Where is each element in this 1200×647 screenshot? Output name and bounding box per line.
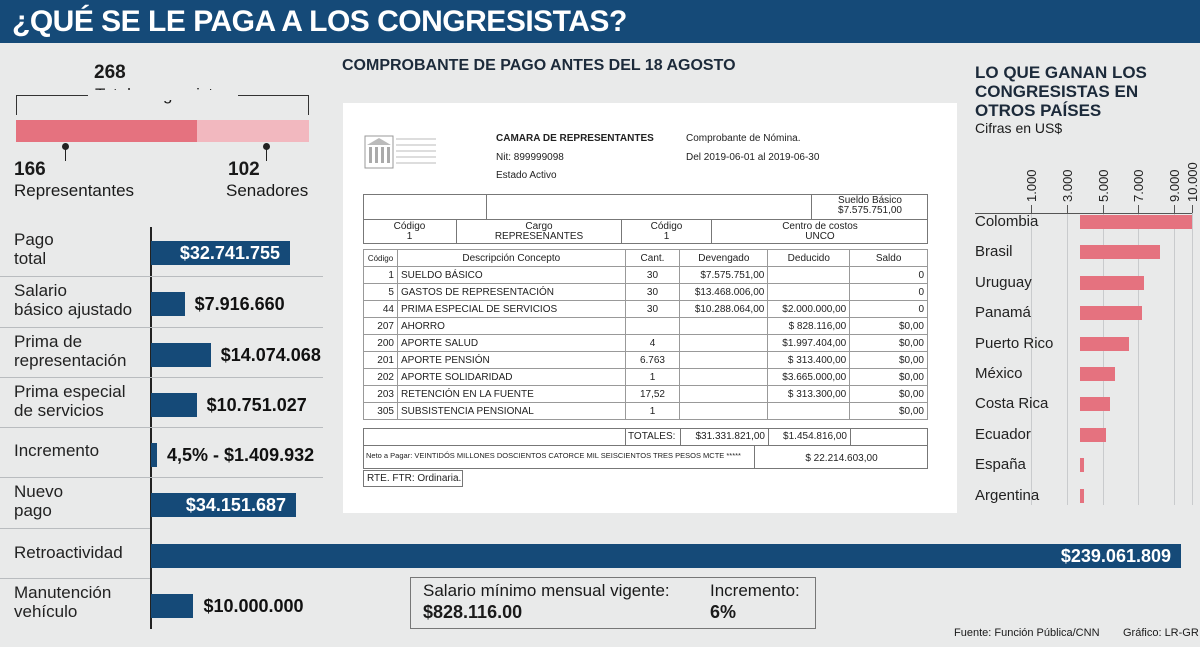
pay-value-label: $32.741.755 [179,242,280,263]
country-bar [1080,397,1110,411]
receipt-cell: 30 [625,267,680,284]
country-tick [1067,205,1068,213]
pay-row-label: Incremento [14,441,100,460]
country-label: España [975,456,1026,474]
country-bar [1080,458,1084,472]
country-tick-label: 7.000 [1131,169,1147,202]
receipt-cell: APORTE SOLIDARIDAD [397,369,625,386]
sen-number: 102 [228,159,260,180]
total-bracket-gap [88,90,238,100]
pay-value-label: $34.151.687 [185,494,286,515]
country-label: Costa Rica [975,395,1049,413]
receipt-cell: APORTE PENSIÓN [397,352,625,369]
receipt-cell: $13.468.006,00 [680,284,768,301]
country-bar [1080,215,1192,229]
pay-bar [151,443,157,467]
country-bar [1080,428,1106,442]
receipt-cell: 1 [625,369,680,386]
totals-cell-border4 [850,428,851,445]
totales-label: TOTALES: [628,431,676,442]
receipt-cell: $2.000.000,00 [768,301,850,318]
country-bar [1080,245,1160,259]
centro-value: UNCO [805,231,835,242]
page-title: ¿QUÉ SE LE PAGA A LOS CONGRESISTAS? [0,0,1200,43]
sueldo-basico-label: Sueldo Básico [838,195,902,206]
receipt-cell: $0,00 [850,318,928,335]
sen-label: Senadores [226,181,309,200]
info-divider-v1 [486,194,487,220]
receipt-table-row [364,301,928,318]
receipt-cell: $0,00 [850,386,928,403]
pay-row-label: Prima de representación [14,331,127,370]
country-bar [1080,276,1144,290]
pay-value-label: 4,5% - $1.409.932 [167,444,315,465]
congress-logo [364,133,438,171]
receipt-cell: 0 [850,267,928,284]
source-note: Fuente: Función Pública/CNN [954,627,1100,639]
receipt-cell: $0,00 [850,352,928,369]
receipt-cell: SUBSISTENCIA PENSIONAL [397,403,625,420]
pay-value-label: $7.916.660 [194,293,285,314]
receipt-col-header: Deducido [768,250,850,267]
pay-bar [151,393,197,417]
receipt-cell: RETENCIÓN EN LA FUENTE [397,386,625,403]
pay-row-label: Manutención vehículo [14,582,112,621]
pay-bar [151,544,1181,568]
receipt-table-row [364,318,928,335]
codigo2-value: 1 [663,231,670,242]
receipt-cell [680,335,768,352]
country-label: Uruguay [975,273,1032,291]
sueldo-basico-value: $7.575.751,00 [838,205,902,216]
pay-value-label: $10.751.027 [206,394,307,415]
info-divider-v2 [811,194,812,220]
senadores-segment [197,120,309,142]
receipt-comprobante: Comprobante de Nómina. [686,133,801,144]
receipt-heading: COMPROBANTE DE PAGO ANTES DEL 18 AGOSTO [342,57,736,74]
receipt-table [363,249,928,420]
totals-cell-border [625,428,626,445]
country-gridline [1067,213,1068,505]
representantes-segment [16,120,197,142]
pay-axis [150,227,152,629]
country-label: Colombia [975,213,1039,230]
country-tick-label: 9.000 [1167,169,1183,202]
pay-bar [151,343,211,367]
increment-value: 6% [710,602,737,622]
country-bar [1080,337,1129,351]
countries-chart-title: LO QUE GANAN LOS CONGRESISTAS EN OTROS PAÍSES [975,63,1147,120]
receipt-cell: 201 [364,352,398,369]
receipt-cell: $ 828.116,00 [768,318,850,335]
receipt-col-header: Saldo [850,250,928,267]
country-tick [1031,205,1032,213]
receipt-estado: Estado Activo [496,170,557,181]
country-tick [1192,205,1193,213]
credit-note: Gráfico: LR-GR [1123,627,1199,639]
country-bar [1080,489,1084,503]
pay-row-separator [0,477,323,478]
receipt-cell: 30 [625,284,680,301]
receipt-col-header: Devengado [680,250,768,267]
receipt-cell: SUELDO BÁSICO [397,267,625,284]
receipt-cell: 44 [364,301,398,318]
country-gridline [1192,213,1193,505]
receipt-cell [625,318,680,335]
country-label: Puerto Rico [975,334,1054,352]
reps-number: 166 [14,159,46,180]
receipt-table-row [364,386,928,403]
codigo-value: 1 [406,231,413,242]
pay-row-label: Nuevo pago [14,481,64,520]
country-tick-label: 10.000 [1185,162,1200,202]
receipt-cell: 0 [850,284,928,301]
receipt-cell: 305 [364,403,398,420]
receipt-cell: $0,00 [850,335,928,352]
country-label: México [975,365,1023,382]
receipt-cell: 207 [364,318,398,335]
totales-devengado: $31.331.821,00 [695,431,765,442]
receipt-cell: 1 [625,403,680,420]
country-gridline [1031,213,1032,505]
sen-marker-line [266,147,267,161]
neto-value: $ 22.214.603,00 [805,453,878,464]
pay-receipt [343,103,957,513]
receipt-cell: 5 [364,284,398,301]
receipt-cell: 202 [364,369,398,386]
receipt-cell: 30 [625,301,680,318]
pay-bar [151,292,185,316]
pay-row-label: Retroactividad [14,542,123,562]
pay-row-separator [0,276,323,277]
countries-chart-subtitle: Cifras en US$ [975,120,1063,136]
pay-value-label: $239.061.809 [1060,546,1171,566]
pay-bar [151,594,193,618]
pay-row-separator [0,327,323,328]
receipt-cell: $0,00 [850,369,928,386]
codigo-label: Código [393,221,426,232]
country-label: Panamá [975,304,1031,322]
receipt-cell: $3.665.000,00 [768,369,850,386]
rte-label: RTE. FTR: Ordinaria. [367,473,462,484]
pay-row-separator [0,578,150,579]
congress-split-bar [16,120,309,142]
receipt-col-header: Descripción Concepto [397,250,625,267]
receipt-cell: GASTOS DE REPRESENTACIÓN [397,284,625,301]
receipt-cell: $10.288.064,00 [680,301,768,318]
min-wage-label: Salario mínimo mensual vigente: [423,581,670,600]
receipt-cell: 6.763 [625,352,680,369]
receipt-table-row [364,335,928,352]
receipt-cell [680,318,768,335]
pay-row-separator [0,377,323,378]
receipt-cell [768,284,850,301]
country-bar [1080,367,1115,381]
receipt-cell: $7.575.751,00 [680,267,768,284]
totales-deducido: $1.454.816,00 [783,431,847,442]
cargo-value: REPRESENANTES [494,231,584,242]
receipt-table-row [364,352,928,369]
pay-row-separator [0,427,323,428]
country-tick [1174,205,1175,213]
pay-value-label: $10.000.000 [203,595,304,616]
totals-divider [363,445,928,446]
receipt-cell: 0 [850,301,928,318]
receipt-cell: $ 313.400,00 [768,352,850,369]
receipt-cell [680,403,768,420]
pay-row-label: Pago total [14,229,54,268]
country-label: Argentina [975,486,1040,504]
reps-marker-line [65,147,66,161]
receipt-cell [768,267,850,284]
receipt-col-header: Código [364,250,398,267]
receipt-cell [768,403,850,420]
receipt-cell: $1.997.404,00 [768,335,850,352]
country-tick [1103,205,1104,213]
centro-label: Centro de costos [782,221,858,232]
receipt-cell: 203 [364,386,398,403]
pay-row-label: Salario básico ajustado [14,280,133,319]
receipt-cell: APORTE SALUD [397,335,625,352]
receipt-entity: CAMARA DE REPRESENTANTES [496,133,654,144]
country-bar [1080,306,1142,320]
receipt-cell: $0,00 [850,403,928,420]
country-tick-label: 1.000 [1024,169,1039,202]
receipt-cell: PRIMA ESPECIAL DE SERVICIOS [397,301,625,318]
neto-label: Neto a Pagar: VEINTIDÓS MILLONES DOSCIENTOS CATORCE MIL SEISCIENTOS TRES PESOS MCTE ***** [366,451,741,460]
country-tick-label: 5.000 [1095,169,1111,202]
receipt-cell: $ 313.300,00 [768,386,850,403]
receipt-table-row [364,267,928,284]
receipt-cell: 1 [364,267,398,284]
receipt-table-header [364,250,928,267]
receipt-cell [680,386,768,403]
codigo2-label: Código [650,221,683,232]
country-label: Brasil [975,243,1013,261]
country-tick [1138,205,1139,213]
receipt-cell: 200 [364,335,398,352]
pay-row-label: Prima especial de servicios [14,381,126,420]
receipt-table-row [364,403,928,420]
country-tick-label: 3.000 [1059,169,1075,202]
info-divider-h [363,219,928,220]
total-congress-number: 268 [94,62,126,83]
receipt-table-row [364,284,928,301]
pay-row-separator [0,528,150,529]
receipt-cell: 17,52 [625,386,680,403]
receipt-cell [680,352,768,369]
reps-label: Representantes [14,181,135,200]
receipt-nit: Nit: 899999098 [496,152,564,163]
increment-label: Incremento: [710,581,800,600]
receipt-col-header: Cant. [625,250,680,267]
country-gridline [1174,213,1175,505]
receipt-cell: 4 [625,335,680,352]
country-label: Ecuador [975,425,1031,443]
receipt-cell: AHORRO [397,318,625,335]
receipt-cell [680,369,768,386]
receipt-periodo: Del 2019-06-01 al 2019-06-30 [686,152,820,163]
min-wage-value: $828.116.00 [423,602,523,622]
pay-bar [151,493,296,517]
cargo-label: Cargo [525,221,553,232]
pay-value-label: $14.074.068 [220,344,321,365]
receipt-table-row [364,369,928,386]
pay-bar [151,241,290,265]
